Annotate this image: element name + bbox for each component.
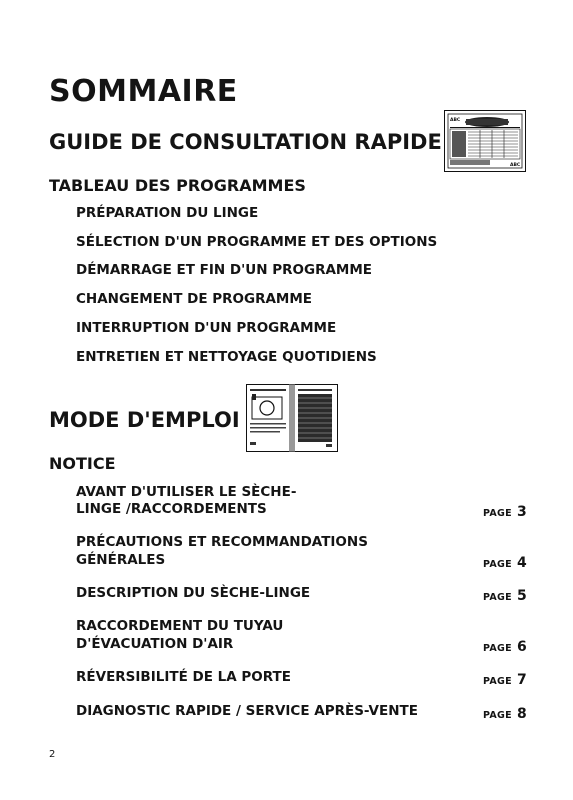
- page-word: PAGE: [483, 508, 512, 519]
- page-ref: [483, 636, 527, 655]
- guide-item: CHANGEMENT DE PROGRAMME: [76, 291, 313, 307]
- manual-booklet-thumbnail: [246, 384, 338, 452]
- page-number: 2: [49, 749, 56, 760]
- guide-item: DÉMARRAGE ET FIN D'UN PROGRAMME: [76, 262, 373, 278]
- page-ref: [483, 669, 527, 688]
- page-number-ref: 4: [516, 555, 527, 571]
- page-ref: [483, 585, 527, 604]
- page-ref: [483, 703, 527, 722]
- guide-heading: GUIDE DE CONSULTATION RAPIDE: [49, 130, 442, 154]
- page-word: PAGE: [483, 592, 512, 603]
- page-word: PAGE: [483, 643, 512, 654]
- toc-entry-line: D'ÉVACUATION D'AIR: [76, 636, 234, 652]
- page-word: PAGE: [483, 710, 512, 721]
- toc-entry-line: DESCRIPTION DU SÈCHE-LINGE: [76, 585, 311, 601]
- toc-entry-line: GÉNÉRALES: [76, 552, 166, 568]
- thumb-label-bottom: ABC: [510, 163, 521, 168]
- toc-entry-line: AVANT D'UTILISER LE SÈCHE-: [76, 484, 297, 500]
- page-word: PAGE: [483, 676, 512, 687]
- guide-item: PRÉPARATION DU LINGE: [76, 205, 259, 221]
- toc-entry-line: RÉVERSIBILITÉ DE LA PORTE: [76, 669, 291, 685]
- toc-entry-line: DIAGNOSTIC RAPIDE / SERVICE APRÈS-VENTE: [76, 703, 418, 719]
- toc-entry-line: PRÉCAUTIONS ET RECOMMANDATIONS: [76, 534, 368, 550]
- toc-entry-line: LINGE /RACCORDEMENTS: [76, 501, 267, 517]
- guide-item: ENTRETIEN ET NETTOYAGE QUOTIDIENS: [76, 349, 377, 365]
- thumb-label-top: ABC: [450, 118, 461, 123]
- page-title: SOMMAIRE: [49, 74, 238, 109]
- page-number-ref: 6: [516, 639, 527, 655]
- page-ref: [483, 501, 527, 520]
- toc-entry-line: RACCORDEMENT DU TUYAU: [76, 618, 284, 634]
- programs-heading: TABLEAU DES PROGRAMMES: [49, 176, 306, 195]
- page-ref: [483, 552, 527, 571]
- page-number-ref: 7: [516, 672, 527, 688]
- page-number-ref: 8: [516, 706, 527, 722]
- notice-heading: NOTICE: [49, 454, 116, 473]
- quick-guide-thumbnail: [444, 110, 526, 172]
- guide-item: INTERRUPTION D'UN PROGRAMME: [76, 320, 337, 336]
- manual-heading: MODE D'EMPLOI: [49, 408, 240, 432]
- page-word: PAGE: [483, 559, 512, 570]
- page-number-ref: 3: [516, 504, 527, 520]
- page-number-ref: 5: [516, 588, 527, 604]
- guide-item: SÉLECTION D'UN PROGRAMME ET DES OPTIONS: [76, 234, 438, 250]
